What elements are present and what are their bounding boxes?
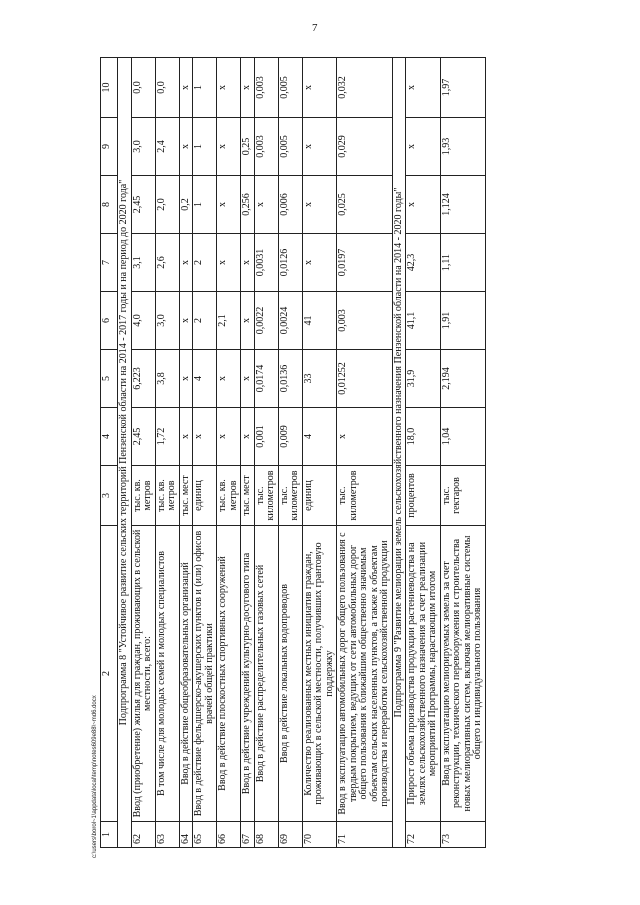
- value-cell: 1,04: [440, 408, 485, 466]
- column-header: 10: [101, 58, 118, 118]
- value-cell: 0,25: [241, 118, 255, 176]
- value-cell: 18,0: [406, 408, 441, 466]
- unit-cell: тыс. мест: [179, 466, 193, 526]
- value-cell: 0,003: [254, 118, 278, 176]
- row-number-cell: 71: [337, 822, 393, 848]
- value-cell: 0,0197: [337, 234, 393, 292]
- value-cell: x: [217, 234, 241, 292]
- value-cell: 0,0: [131, 58, 155, 118]
- unit-cell: тыс. километров: [254, 466, 278, 526]
- value-cell: 0,025: [337, 176, 393, 234]
- indicator-name-cell: Ввод в действие фельдшерско-акушерских пунктов и (или) офисов врачей общей практики: [193, 526, 217, 822]
- value-cell: x: [254, 176, 278, 234]
- value-cell: 3,0: [131, 118, 155, 176]
- table-row: [440, 58, 485, 848]
- value-cell: x: [193, 408, 217, 466]
- value-cell: 42,3: [406, 234, 441, 292]
- unit-cell: тыс. кв. метров: [217, 466, 241, 526]
- value-cell: 0,0: [155, 58, 179, 118]
- column-number-row: [101, 58, 118, 848]
- value-cell: 4,0: [131, 292, 155, 350]
- value-cell: x: [406, 118, 441, 176]
- value-cell: x: [179, 58, 193, 118]
- indicator-name-cell: Ввод (приобретение) жилья для граждан, проживающих в сельской местности, всего:: [131, 526, 155, 822]
- value-cell: x: [241, 408, 255, 466]
- value-cell: x: [302, 176, 337, 234]
- value-cell: 0,009: [278, 408, 302, 466]
- indicator-name-cell: Ввод в действие локальных водопроводов: [278, 526, 302, 822]
- value-cell: 2,45: [131, 176, 155, 234]
- column-header: 6: [101, 292, 118, 350]
- value-cell: 2: [193, 292, 217, 350]
- subprogram-row: [118, 58, 132, 848]
- value-cell: 31,9: [406, 350, 441, 408]
- table-row: [241, 58, 255, 848]
- value-cell: 0,001: [254, 408, 278, 466]
- value-cell: 41,1: [406, 292, 441, 350]
- table-row: [254, 58, 278, 848]
- value-cell: x: [406, 176, 441, 234]
- indicators-table: [100, 57, 486, 848]
- table-row: [302, 58, 337, 848]
- value-cell: x: [217, 350, 241, 408]
- value-cell: x: [179, 292, 193, 350]
- value-cell: x: [217, 176, 241, 234]
- row-number-cell: 66: [217, 822, 241, 848]
- value-cell: 3,0: [155, 292, 179, 350]
- value-cell: 4: [193, 350, 217, 408]
- row-number-cell: 69: [278, 822, 302, 848]
- row-number-cell: 67: [241, 822, 255, 848]
- value-cell: 0,005: [278, 118, 302, 176]
- value-cell: 2,194: [440, 350, 485, 408]
- value-cell: 2,45: [131, 408, 155, 466]
- row-number-cell: 68: [254, 822, 278, 848]
- value-cell: x: [179, 350, 193, 408]
- value-cell: x: [241, 234, 255, 292]
- value-cell: 1: [193, 118, 217, 176]
- value-cell: 3,1: [131, 234, 155, 292]
- value-cell: 0,003: [337, 292, 393, 350]
- subprogram-title: Подпрограмма 8 "Устойчивое развитие сельских территорий Пензенской области на 2014 - 2017 годы и на период до 2020 года": [118, 58, 132, 848]
- value-cell: 6,223: [131, 350, 155, 408]
- subprogram-title: Подпрограмма 9 "Развитие мелиорации земель сельскохозяйственного назначения Пензенской области на 2014 - 2020 годы": [392, 58, 406, 848]
- value-cell: x: [302, 234, 337, 292]
- value-cell: 0,0136: [278, 350, 302, 408]
- indicator-name-cell: Количество реализованных местных инициатив граждан, проживающих в сельской местности, получивших грантовую поддержку: [302, 526, 337, 822]
- subprogram-row: [392, 58, 406, 848]
- value-cell: 0,003: [254, 58, 278, 118]
- value-cell: x: [406, 58, 441, 118]
- table-row: [337, 58, 393, 848]
- unit-cell: тыс. мест: [241, 466, 255, 526]
- value-cell: 0,0022: [254, 292, 278, 350]
- value-cell: 0,256: [241, 176, 255, 234]
- value-cell: x: [302, 118, 337, 176]
- column-header: 8: [101, 176, 118, 234]
- unit-cell: единиц: [302, 466, 337, 526]
- table-row: [406, 58, 441, 848]
- table-row: [278, 58, 302, 848]
- column-header: 2: [101, 526, 118, 822]
- unit-cell: тыс. километров: [278, 466, 302, 526]
- value-cell: 0,0174: [254, 350, 278, 408]
- value-cell: x: [179, 408, 193, 466]
- value-cell: 0,005: [278, 58, 302, 118]
- value-cell: 1,11: [440, 234, 485, 292]
- table-row: [179, 58, 193, 848]
- value-cell: x: [179, 234, 193, 292]
- unit-cell: тыс. кв. метров: [131, 466, 155, 526]
- value-cell: 0,029: [337, 118, 393, 176]
- value-cell: 1: [193, 176, 217, 234]
- indicator-name-cell: Ввод в эксплуатацию мелиорируемых земель за счет реконструкции, технического перевооружения и строительства новых мелиоративных систем, включая мелиоративные системы общего и индивидуального пользования: [440, 526, 485, 822]
- indicator-name-cell: Ввод в эксплуатацию автомобильных дорог общего пользования с твердым покрытием, ведущих от сети автомобильных дорог общего пользования к ближайшим общественно значимым объектам сельских населенных пунктов, а также к объектам производства и переработки сельскохозяйственной продукции: [337, 526, 393, 822]
- value-cell: x: [241, 350, 255, 408]
- value-cell: x: [302, 58, 337, 118]
- indicator-name-cell: Прирост объема производства продукции растениеводства на землях сельскохозяйственного назначения за счет реализации мероприятий Программы, нарастающим итогом: [406, 526, 441, 822]
- row-number-cell: 72: [406, 822, 441, 848]
- value-cell: 0,01252: [337, 350, 393, 408]
- indicator-name-cell: Ввод в действие учреждений культурно-досугового типа: [241, 526, 255, 822]
- value-cell: x: [217, 58, 241, 118]
- table-row: [193, 58, 217, 848]
- value-cell: 1,124: [440, 176, 485, 234]
- value-cell: 0,2: [179, 176, 193, 234]
- value-cell: x: [217, 118, 241, 176]
- value-cell: 1,93: [440, 118, 485, 176]
- unit-cell: тыс. километров: [337, 466, 393, 526]
- value-cell: 1,97: [440, 58, 485, 118]
- row-number-cell: 63: [155, 822, 179, 848]
- unit-cell: тыс. кв. метров: [155, 466, 179, 526]
- row-number-cell: 65: [193, 822, 217, 848]
- value-cell: 2: [193, 234, 217, 292]
- value-cell: x: [241, 58, 255, 118]
- row-number-cell: 73: [440, 822, 485, 848]
- unit-cell: тыс. гектаров: [440, 466, 485, 526]
- value-cell: 0,0126: [278, 234, 302, 292]
- value-cell: 2,1: [217, 292, 241, 350]
- value-cell: 2,6: [155, 234, 179, 292]
- table-row: [217, 58, 241, 848]
- value-cell: 1: [193, 58, 217, 118]
- page-number: 7: [312, 22, 318, 34]
- value-cell: 41: [302, 292, 337, 350]
- column-header: 3: [101, 466, 118, 526]
- value-cell: 2,0: [155, 176, 179, 234]
- value-cell: 0,032: [337, 58, 393, 118]
- indicator-name-cell: Ввод в действие распределительных газовых сетей: [254, 526, 278, 822]
- indicator-name-cell: В том числе для молодых семей и молодых специалистов: [155, 526, 179, 822]
- value-cell: 2,4: [155, 118, 179, 176]
- value-cell: 1,91: [440, 292, 485, 350]
- column-header: 7: [101, 234, 118, 292]
- value-cell: 1,72: [155, 408, 179, 466]
- rotated-table-wrapper: [100, 58, 560, 848]
- column-header: 5: [101, 350, 118, 408]
- value-cell: x: [179, 118, 193, 176]
- column-header: 1: [101, 822, 118, 848]
- value-cell: 0,006: [278, 176, 302, 234]
- column-header: 4: [101, 408, 118, 466]
- file-path-footer: c:\users\borol~1\appdata\local\temp\notes609e88\~md6.docx: [92, 695, 98, 858]
- table-row: [155, 58, 179, 848]
- value-cell: x: [217, 408, 241, 466]
- row-number-cell: 62: [131, 822, 155, 848]
- value-cell: x: [241, 292, 255, 350]
- table-row: [131, 58, 155, 848]
- indicator-name-cell: Ввод в действие общеобразовательных организаций: [179, 526, 193, 822]
- value-cell: 0,0031: [254, 234, 278, 292]
- row-number-cell: 64: [179, 822, 193, 848]
- value-cell: 33: [302, 350, 337, 408]
- unit-cell: единиц: [193, 466, 217, 526]
- value-cell: 3,8: [155, 350, 179, 408]
- value-cell: 0,0024: [278, 292, 302, 350]
- unit-cell: процентов: [406, 466, 441, 526]
- indicator-name-cell: Ввод в действие плоскостных спортивных сооружений: [217, 526, 241, 822]
- value-cell: x: [337, 408, 393, 466]
- value-cell: 4: [302, 408, 337, 466]
- row-number-cell: 70: [302, 822, 337, 848]
- column-header: 9: [101, 118, 118, 176]
